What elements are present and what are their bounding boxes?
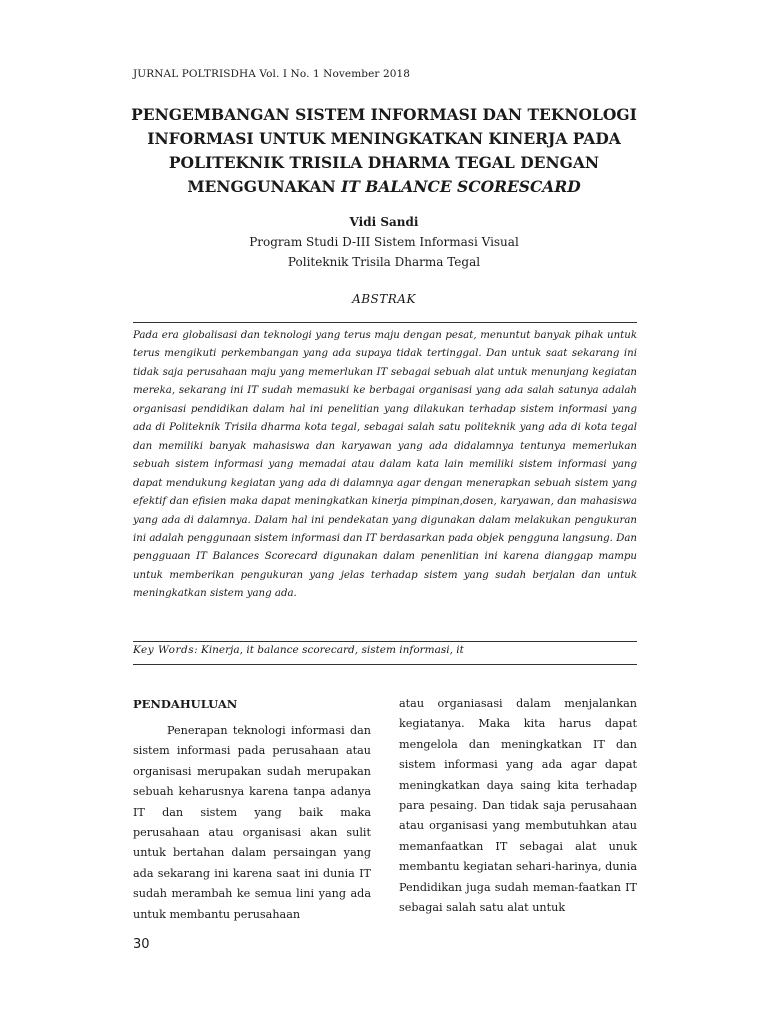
body-column-left: [133, 721, 371, 925]
body-paragraph-right: atau organiasasi dalam menjalankan kegiatanya. Maka kita harus dapat mengelola dan meningkatkan IT dan sistem informasi yang ada agar dapat meningkatkan daya saing kita terhadap para pesaing. Dan tidak saja perusahaan atau organisasi yang membutuhkan atau memanfaatkan IT sebagai alat unuk membantu kegiatan sehari-harinya, dunia Pendidikan juga sudah meman-faatkan IT sebagai salah satu alat untuk: [399, 697, 637, 915]
page-number: 30: [133, 937, 150, 952]
keywords-line: [133, 644, 464, 656]
abstract-text: Pada era globalisasi dan teknologi yang terus maju dengan pesat, menuntut banyak pihak untuk terus mengikuti perkembangan yang ada supaya tidak tertinggal. Dan untuk saat sekarang ini tidak saja perusahaan maju yang memerlukan IT sebagai sebuah alat untuk menunjang kegiatan mereka, sekarang ini IT sudah memasuki ke berbagai organisasi yang ada salah satunya adalah organisasi pendidikan dalam hal ini penelitian yang dilakukan terhadap sistem informasi yang ada di Politeknik Trisila dharma kota tegal, sebagai salah satu politeknik yang ada di kota tegal dan memiliki banyak mahasiswa dan karyawan yang ada didalamnya tentunya memerlukan sebuah sistem informasi yang memadai atau dalam kata lain memiliki sistem informasi yang dapat mendukung kegiatan yang ada di dalamnya agar dengan menerapkan sebuah sistem yang efektif dan efisien maka dapat meningkatkan kinerja pimpinan,dosen, karyawan, dan mahasiswa yang ada di dalamnya. Dalam hal ini pendekatan yang digunakan dalam melakukan pengukuran ini adalah penggunaan sistem informasi dan IT berdasarkan pada objek pengguna langsung. Dan pengguaan IT Balances Scorecard digunakan dalam penenlitian ini karena dianggap mampu untuk memberikan pengukuran yang jelas terhadap sistem yang sudah berjalan dan untuk meningkatkan sistem yang ada.: [133, 330, 637, 600]
abstract-top-rule: [133, 322, 637, 323]
abstract-heading: ABSTRAK: [352, 292, 416, 306]
journal-running-header: JURNAL POLTRISDHA Vol. I No. 1 November 2018: [133, 68, 411, 80]
keywords-separator: :: [194, 644, 201, 656]
keywords-rule: [133, 664, 637, 665]
abstract-bottom-rule: [133, 641, 637, 642]
section-heading-pendahuluan: PENDAHULUAN: [133, 697, 238, 711]
body-paragraph-left: Penerapan teknologi informasi dan sistem informasi pada perusahaan atau organisasi merupakan sudah merupakan sebuah keharusnya karena tanpa adanya IT dan sistem yang baik maka perusahaan atau organisasi akan sulit untuk bertahan dalam persaingan yang ada sekarang ini karena saat ini dunia IT sudah merambah ke semua lini yang ada untuk membantu perusahaan: [133, 724, 371, 921]
paper-title-main: PENGEMBANGAN SISTEM INFORMASI DAN TEKNOLOGI INFORMASI UNTUK MENINGKATKAN KINERJA PADA POLITEKNIK TRISILA DHARMA TEGAL DENGAN MENGGUNAKAN: [131, 105, 637, 196]
author-name: Vidi Sandi: [349, 215, 419, 229]
keywords-label: Key Words: [133, 644, 195, 656]
affiliation-program: Program Studi D-III Sistem Informasi Visual: [249, 235, 519, 249]
body-column-right: [399, 694, 637, 918]
keywords-list: Kinerja, it balance scorecard, sistem informasi, it: [200, 644, 464, 656]
affiliation-institution: Politeknik Trisila Dharma Tegal: [287, 255, 481, 269]
paper-title-italic: IT BALANCE SCORESCARD: [341, 177, 581, 196]
paper-title: [120, 103, 648, 199]
